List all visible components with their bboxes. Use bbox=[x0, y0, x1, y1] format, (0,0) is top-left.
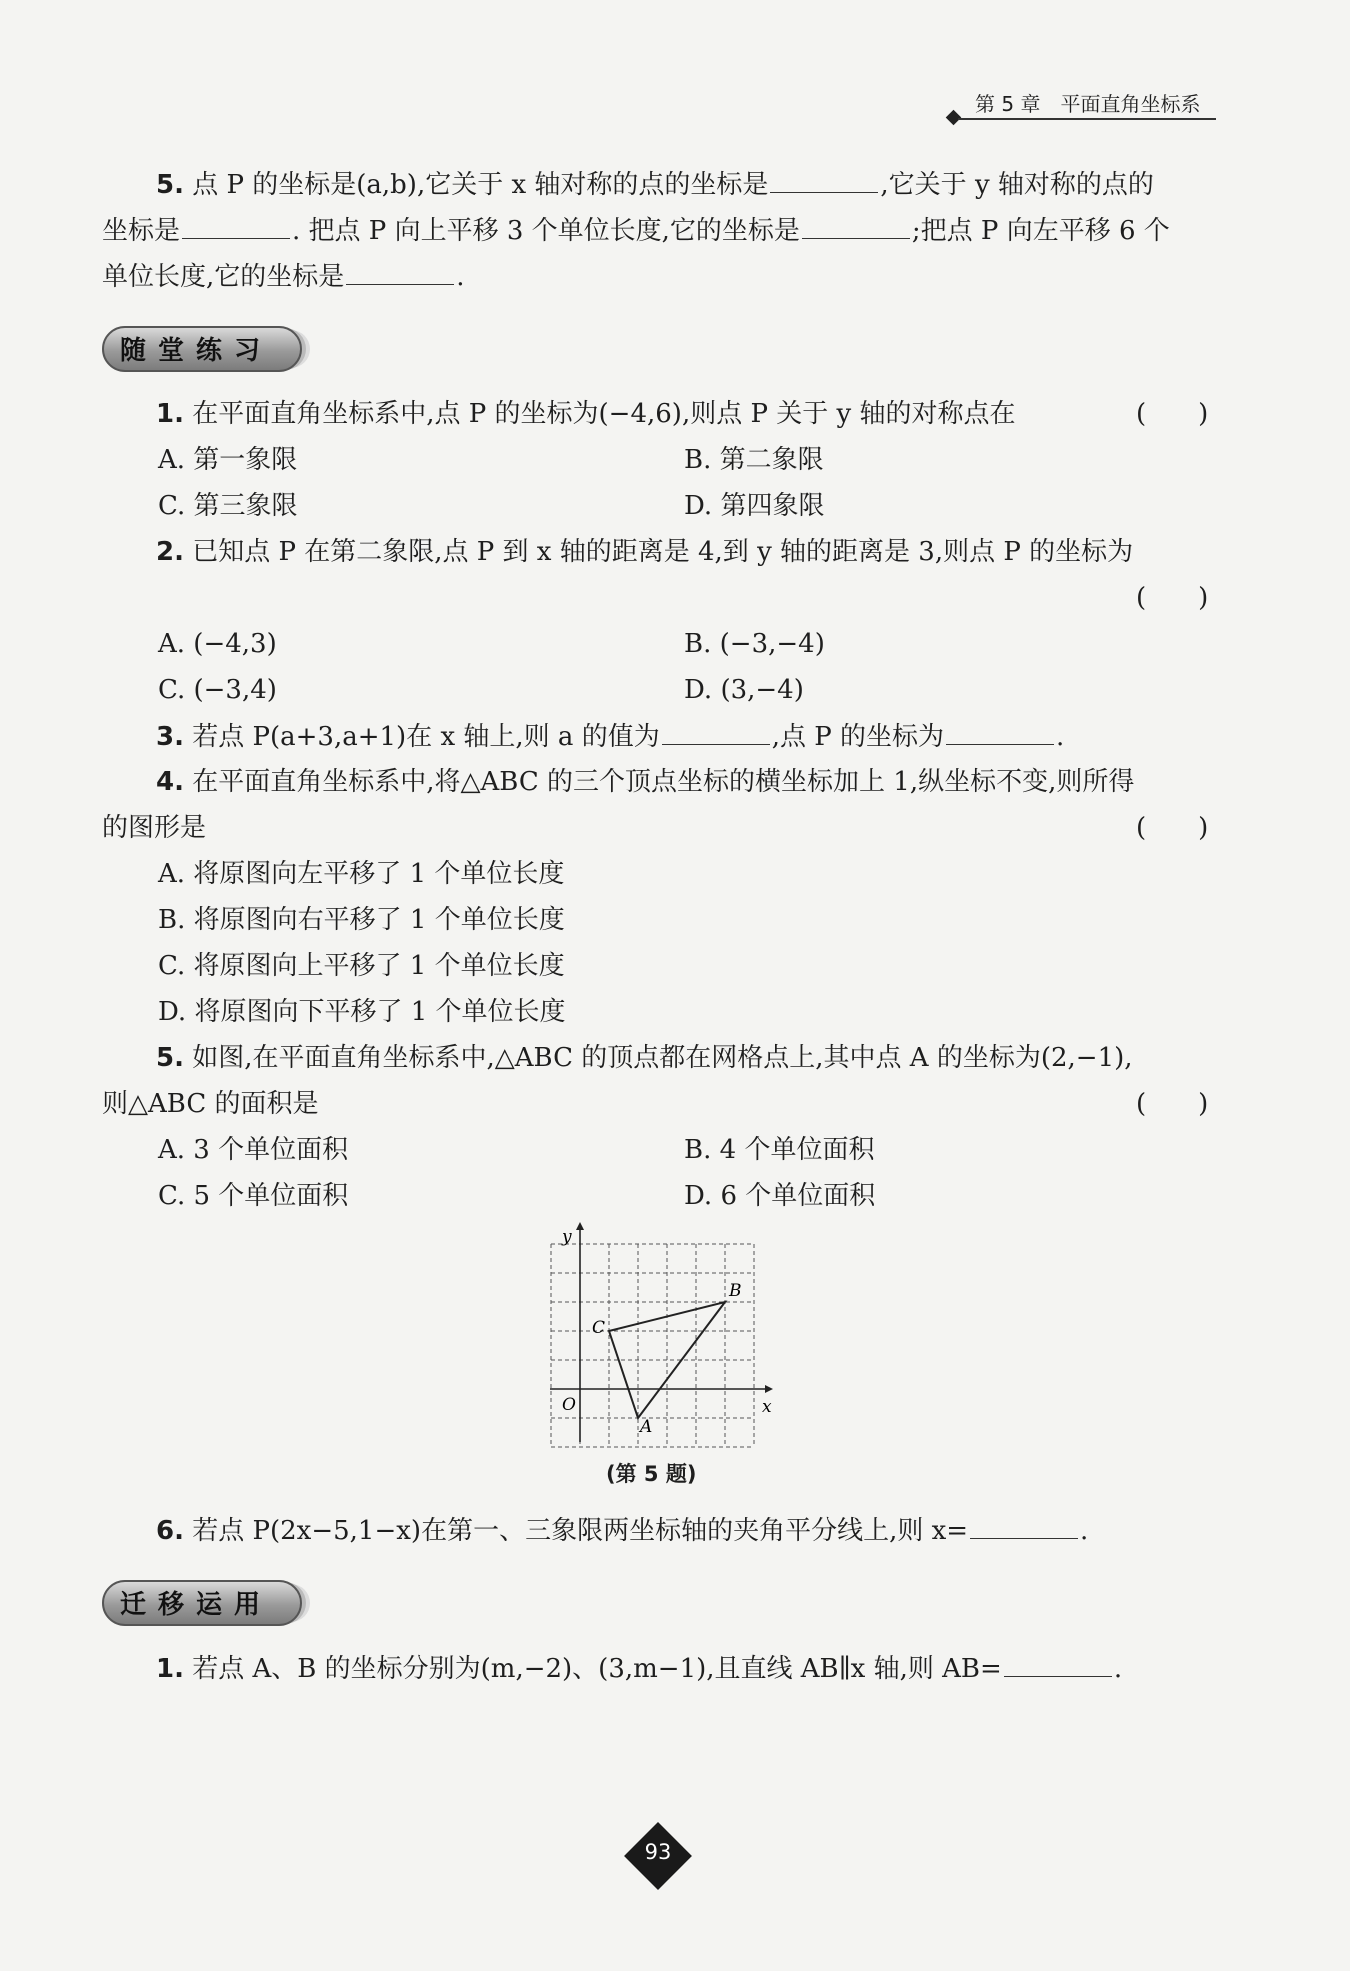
question-text: ,点 P 的坐标为 bbox=[771, 722, 944, 752]
question-number: 5. bbox=[156, 1043, 184, 1073]
question-number: 2. bbox=[156, 537, 184, 567]
option-d[interactable]: D. 将原图向下平移了 1 个单位长度 bbox=[158, 997, 566, 1027]
answer-blank[interactable] bbox=[1004, 1650, 1112, 1677]
x-axis-label: x bbox=[762, 1397, 772, 1417]
y-axis-label: y bbox=[562, 1227, 572, 1247]
question-number: 1. bbox=[156, 399, 184, 429]
answer-paren[interactable]: ( ) bbox=[1136, 1089, 1209, 1119]
answer-blank[interactable] bbox=[770, 166, 878, 193]
header-rule bbox=[958, 118, 1216, 120]
origin-label: O bbox=[562, 1395, 576, 1415]
point-b-label: B bbox=[729, 1281, 742, 1301]
q6-stem bbox=[156, 1512, 1088, 1549]
answer-paren[interactable]: ( ) bbox=[1136, 583, 1209, 613]
option-c[interactable]: C. 第三象限 bbox=[158, 491, 298, 521]
question-number: 1. bbox=[156, 1654, 184, 1684]
q5-stem-line1 bbox=[156, 1040, 1133, 1076]
intro-q5-line2 bbox=[102, 212, 1170, 249]
question-text: 若点 A、B 的坐标分别为(m,−2)、(3,m−1),且直线 AB∥x 轴,则 AB= bbox=[192, 1654, 1002, 1684]
p1-stem bbox=[156, 1650, 1122, 1687]
question-text: 点 P 的坐标是(a,b),它关于 x 轴对称的点的坐标是 bbox=[192, 170, 769, 200]
question-number: 4. bbox=[156, 767, 184, 797]
section-title-transfer: 迁移运用 bbox=[102, 1580, 302, 1626]
question-text: 在平面直角坐标系中,将△ABC 的三个顶点坐标的横坐标加上 1,纵坐标不变,则所得 bbox=[192, 767, 1135, 797]
question-number: 3. bbox=[156, 722, 184, 752]
option-b[interactable]: B. 4 个单位面积 bbox=[684, 1135, 875, 1165]
intro-q5-line1 bbox=[156, 166, 1154, 203]
option-a[interactable]: A. (−4,3) bbox=[158, 629, 277, 659]
question-text: 单位长度,它的坐标是 bbox=[102, 262, 345, 292]
q5-stem-line2: 则△ABC 的面积是 bbox=[102, 1089, 319, 1119]
answer-blank[interactable] bbox=[182, 212, 290, 239]
option-b[interactable]: B. 第二象限 bbox=[684, 445, 824, 475]
question-text: ;把点 P 向左平移 6 个 bbox=[911, 216, 1170, 246]
question-text: ,它关于 y 轴对称的点的 bbox=[880, 170, 1154, 200]
page-number: 93 bbox=[644, 1840, 672, 1864]
q1-stem bbox=[156, 396, 1015, 432]
option-b[interactable]: B. (−3,−4) bbox=[684, 629, 825, 659]
option-c[interactable]: C. (−3,4) bbox=[158, 675, 277, 705]
question-number: 6. bbox=[156, 1516, 184, 1546]
q4-stem-line1 bbox=[156, 764, 1134, 800]
option-b[interactable]: B. 将原图向右平移了 1 个单位长度 bbox=[158, 905, 565, 935]
question-number: 5. bbox=[156, 170, 184, 200]
answer-paren[interactable]: ( ) bbox=[1136, 813, 1209, 843]
section-title-practice: 随堂练习 bbox=[102, 326, 302, 372]
question-text: . bbox=[1113, 1654, 1123, 1684]
point-c-label: C bbox=[592, 1318, 606, 1338]
option-a[interactable]: A. 第一象限 bbox=[158, 445, 298, 475]
y-axis-arrow-icon bbox=[576, 1222, 584, 1230]
answer-blank[interactable] bbox=[970, 1512, 1078, 1539]
grid-lines bbox=[551, 1244, 754, 1447]
answer-blank[interactable] bbox=[662, 718, 770, 745]
coordinate-grid-figure bbox=[540, 1220, 780, 1450]
answer-paren[interactable]: ( ) bbox=[1136, 399, 1209, 429]
answer-blank[interactable] bbox=[946, 718, 1054, 745]
q3-stem bbox=[156, 718, 1064, 755]
answer-blank[interactable] bbox=[346, 258, 454, 285]
question-text: 若点 P(a+3,a+1)在 x 轴上,则 a 的值为 bbox=[192, 722, 660, 752]
question-text: 坐标是 bbox=[102, 216, 181, 246]
option-c[interactable]: C. 将原图向上平移了 1 个单位长度 bbox=[158, 951, 565, 981]
x-axis-arrow-icon bbox=[765, 1385, 773, 1393]
chapter-header: 第 5 章 平面直角坐标系 bbox=[975, 92, 1201, 116]
question-text: . bbox=[456, 262, 465, 292]
question-text: 已知点 P 在第二象限,点 P 到 x 轴的距离是 4,到 y 轴的距离是 3,则点 P 的坐标为 bbox=[192, 537, 1134, 567]
intro-q5-line3 bbox=[102, 258, 465, 295]
option-a[interactable]: A. 3 个单位面积 bbox=[158, 1135, 349, 1165]
option-c[interactable]: C. 5 个单位面积 bbox=[158, 1181, 349, 1211]
figure-caption: (第 5 题) bbox=[606, 1462, 697, 1486]
question-text: . bbox=[1080, 1516, 1089, 1546]
question-text: . bbox=[1056, 722, 1065, 752]
question-text: 如图,在平面直角坐标系中,△ABC 的顶点都在网格点上,其中点 A 的坐标为(2,−1), bbox=[192, 1043, 1133, 1073]
point-a-label: A bbox=[640, 1417, 653, 1437]
q4-stem-line2: 的图形是 bbox=[102, 813, 207, 843]
option-d[interactable]: D. 6 个单位面积 bbox=[684, 1181, 876, 1211]
answer-blank[interactable] bbox=[802, 212, 910, 239]
question-text: . 把点 P 向上平移 3 个单位长度,它的坐标是 bbox=[292, 216, 800, 246]
option-d[interactable]: D. (3,−4) bbox=[684, 675, 804, 705]
question-text: 在平面直角坐标系中,点 P 的坐标为(−4,6),则点 P 关于 y 轴的对称点在 bbox=[192, 399, 1016, 429]
option-a[interactable]: A. 将原图向左平移了 1 个单位长度 bbox=[158, 859, 565, 889]
question-text: 若点 P(2x−5,1−x)在第一、三象限两坐标轴的夹角平分线上,则 x= bbox=[192, 1516, 969, 1546]
option-d[interactable]: D. 第四象限 bbox=[684, 491, 825, 521]
q2-stem bbox=[156, 534, 1133, 570]
